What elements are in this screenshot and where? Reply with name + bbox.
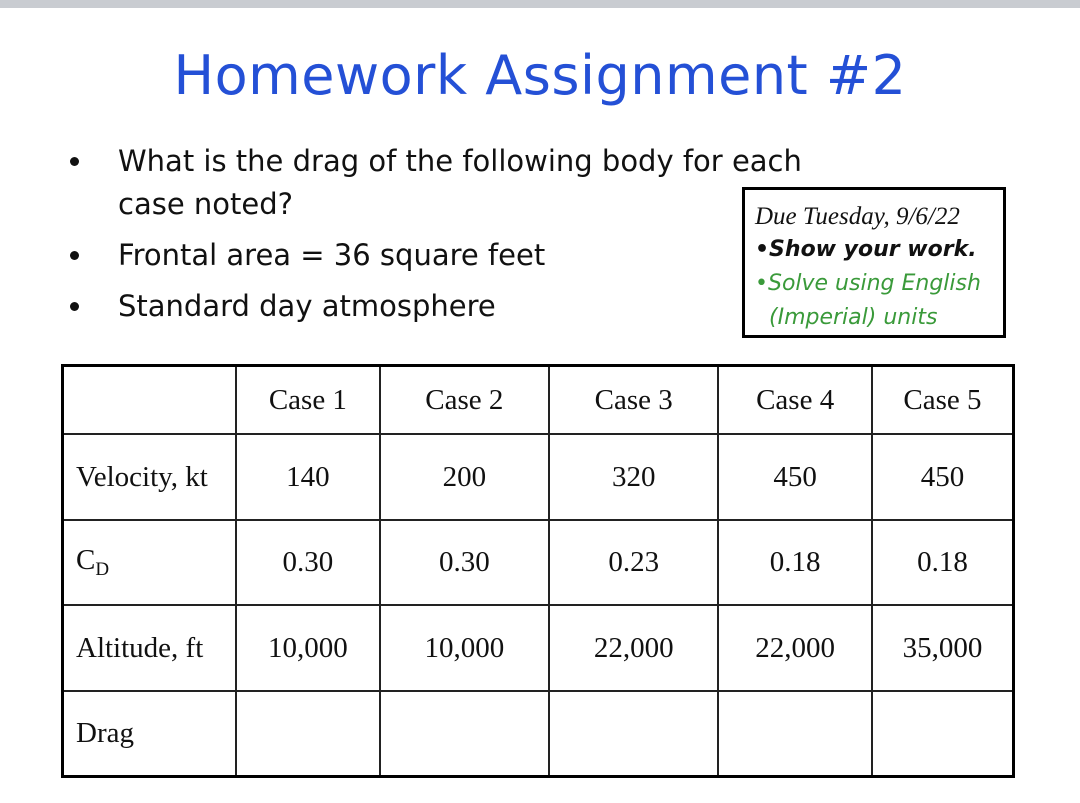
bullet-dot-icon [70,302,79,311]
column-header: Case 3 [549,366,718,435]
table-header-row [63,366,1014,435]
table-cell: 0.23 [549,520,718,606]
table-cell-empty [380,691,549,777]
table-row-cd [63,520,1014,606]
corner-cell [63,366,237,435]
slide-title: Homework Assignment #2 [173,44,907,107]
table-cell-empty [549,691,718,777]
row-label: Altitude, ft [63,605,237,691]
table-row-drag [63,691,1014,777]
row-label [63,520,237,606]
table-cell: 200 [380,434,549,520]
table-cell: 0.30 [236,520,380,606]
bullet-text: Frontal area = 36 square feet [118,238,546,272]
bullet-dot-icon [70,251,79,260]
row-label-main: C [76,544,96,577]
table-cell: 140 [236,434,380,520]
row-label: Velocity, kt [63,434,237,520]
table-row-altitude [63,605,1014,691]
units-note-line1: •Solve using English [755,271,981,296]
table-cell: 0.30 [380,520,549,606]
table-cell: 0.18 [718,520,871,606]
cases-table [61,364,1015,778]
column-header: Case 1 [236,366,380,435]
bullet-text: What is the drag of the following body for each case noted? [118,144,802,221]
show-work-note: •Show your work. [755,237,977,262]
table-cell: 320 [549,434,718,520]
bullet-dot-icon [70,157,79,166]
units-note [755,267,1003,335]
column-header: Case 4 [718,366,871,435]
table-cell-empty [872,691,1014,777]
column-header: Case 5 [872,366,1014,435]
table-row-velocity [63,434,1014,520]
row-label-subscript: D [95,559,110,581]
table-cell: 22,000 [718,605,871,691]
due-date-text: Due Tuesday, 9/6/22 [755,203,960,230]
table-cell: 10,000 [236,605,380,691]
table-cell-empty [236,691,380,777]
table-cell: 10,000 [380,605,549,691]
table-cell: 22,000 [549,605,718,691]
column-header: Case 2 [380,366,549,435]
row-label: Drag [63,691,237,777]
bullet-text: Standard day atmosphere [118,289,496,323]
due-date-box [742,187,1006,338]
table-cell-empty [718,691,871,777]
units-note-line2: (Imperial) units [769,305,938,330]
table-cell: 35,000 [872,605,1014,691]
top-border-bar [0,0,1080,8]
table-cell: 0.18 [872,520,1014,606]
table-cell: 450 [718,434,871,520]
table-cell: 450 [872,434,1014,520]
